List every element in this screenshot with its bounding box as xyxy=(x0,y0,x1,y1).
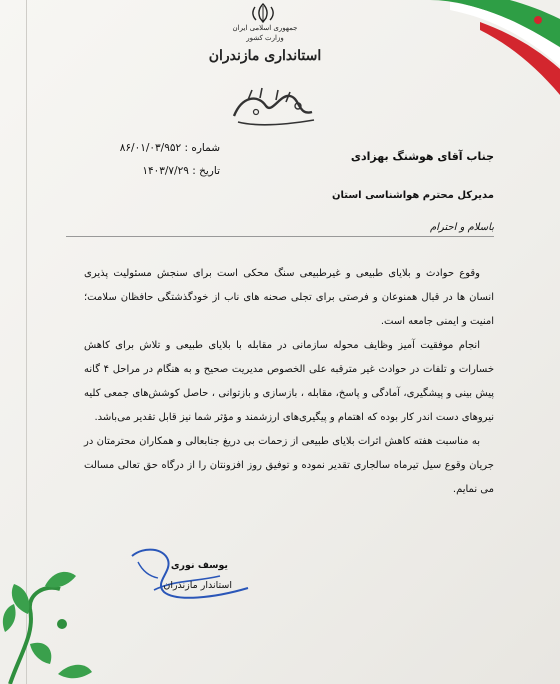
signatory-title: استاندار مازندران xyxy=(163,580,232,591)
letterhead-governorate: استانداری مازندران xyxy=(208,48,322,64)
paragraph-3: به مناسبت هفته کاهش اثرات بلایای طبیعی از زحمات بی دریغ جنابعالی و همکاران محترمتان در جریان وقوع سیل تیرماه سالجاری تقدیر نموده و توفیق روز افزونتان را از درگاه حق تعالی مسالت می نمایم. xyxy=(84,436,494,495)
date-label: تاریخ : xyxy=(192,165,220,177)
letterhead-ministry: وزارت کشور xyxy=(246,34,284,42)
vine-ornament-icon xyxy=(0,554,110,684)
handwritten-signature xyxy=(124,542,254,608)
letter-body xyxy=(84,262,494,502)
paragraph-2: انجام موفقیت آمیز وظایف محوله سازمانی در مقابله با بلایای طبیعی و تلاش برای کاهش خسارات و تلفات در حوادث غیر مترقبه علی الخصوص مدیریت صحیح و به هنگام در مراحل ۴ گانه پیش بینی و پیشگیری، آمادگی و پاسخ، مقابله ، بازسازی و بازتوانی ، حاصل کوشش‌های جمعی کلیه نیروهای دست اندر کار بوده که اهتمام و پیگیری‌های ارزشمند و مؤثر شما نیز قابل تقدیر می‌باشد. xyxy=(84,340,494,423)
iran-emblem-icon xyxy=(246,2,280,24)
letter-date xyxy=(142,165,220,177)
number-value: ۸۶/۰۱/۰۳/۹۵۲ xyxy=(119,142,182,154)
greeting-underline xyxy=(66,236,494,237)
addressee-name: جناب آقای هوشنگ بهزادی xyxy=(350,150,494,163)
addressee-title: مدیرکل محترم هواشناسی استان xyxy=(331,190,494,201)
date-value: ۱۴۰۳/۷/۲۹ xyxy=(142,165,189,177)
paragraph-1: وقوع حوادث و بلایای طبیعی و غیرطبیعی سنگ محکی است برای سنجش مسئولیت پذیری انسان ها در قبال همنوعان و فرصتی برای تجلی صحنه های ناب از خودگذشتگی حافظان سلامت؛ امنیت و ایمنی جامعه است. xyxy=(84,268,494,327)
greeting: باسلام و احترام xyxy=(429,222,494,233)
letterhead-country: جمهوری اسلامی ایران xyxy=(232,24,298,32)
flag-ribbon-icon xyxy=(410,0,560,170)
number-label: شماره : xyxy=(184,142,220,154)
letter-number xyxy=(120,142,220,154)
basmala-calligraphy xyxy=(228,86,320,130)
signatory-name: یوسف نوری xyxy=(170,560,228,571)
